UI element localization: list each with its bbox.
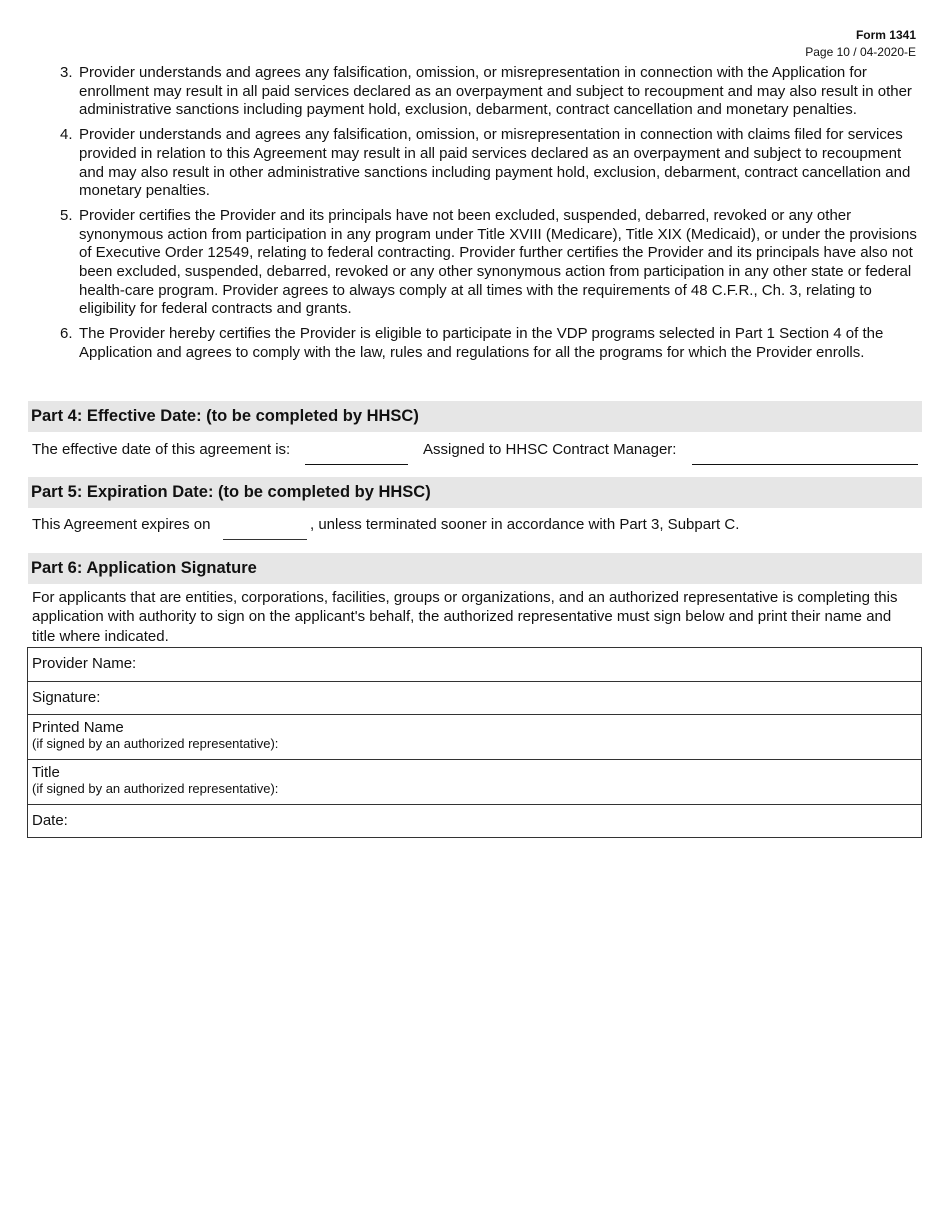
date-label: Date: <box>32 812 68 829</box>
contract-manager-field[interactable] <box>692 464 918 465</box>
clause-5 <box>60 207 922 319</box>
expires-suffix: , unless terminated sooner in accordance with Part 3, Subpart C. <box>310 516 740 533</box>
part4-effective-row <box>32 438 922 468</box>
expires-label: This Agreement expires on <box>32 516 211 533</box>
signature-label: Signature: <box>32 689 101 706</box>
printed-name-label: Printed Name <box>32 719 124 736</box>
part6-heading: Part 6: Application Signature <box>28 553 922 584</box>
part5-expiration-row <box>32 513 922 543</box>
date-field[interactable] <box>28 805 921 837</box>
clause-number: 4. <box>60 126 73 144</box>
clause-number: 6. <box>60 325 73 343</box>
title-label: Title <box>32 764 60 781</box>
signature-field[interactable] <box>28 682 921 715</box>
title-note: (if signed by an authorized representative): <box>32 781 279 796</box>
clause-text: Provider certifies the Provider and its principals have not been excluded, suspended, debarred, revoked or any other synonymous action from participation in any program under Title XVIII (Medicare), Title XIX (Medicaid), or under the provisions of Executive Order 12549, relating to federal contracting. Provider further certifies the Provider and its principals have also not been excluded, suspended, debarred, revoked or any other synonymous action from participation in any other state or federal health-care program. Provider agrees to always comply at all times with the requirements of 48 C.F.R., Ch. 3, relating to eligibility for federal contracts and grants. <box>79 206 917 318</box>
clause-number: 3. <box>60 64 73 81</box>
printed-name-field[interactable] <box>28 715 921 760</box>
signature-table <box>27 647 922 838</box>
page-info: Page 10 / 04-2020-E <box>805 45 916 59</box>
part5-heading: Part 5: Expiration Date: (to be completed by HHSC) <box>28 477 922 508</box>
effective-date-label: The effective date of this agreement is: <box>32 441 291 458</box>
clause-4 <box>60 126 922 201</box>
clause-number: 5. <box>60 206 73 224</box>
provider-name-field[interactable] <box>28 648 921 682</box>
printed-name-note: (if signed by an authorized representative): <box>32 736 279 751</box>
certification-clauses <box>60 64 922 369</box>
effective-date-field[interactable] <box>305 464 408 465</box>
part6-intro: For applicants that are entities, corporations, facilities, groups or organizations, and an authorized representative is completing this application with authority to sign on the applicant's behalf, the authorized representative must sign below and print their name and title where indicated. <box>32 589 898 645</box>
provider-name-label: Provider Name: <box>32 655 137 672</box>
clause-text: Provider understands and agrees any falsification, omission, or misrepresentation in connection with the Application for enrollment may result in all paid services declared as an overpayment and subject to recoupment and may also result in other administrative sanctions including payment hold, exclusion, debarment, contract cancellation and monetary penalties. <box>79 64 912 119</box>
part4-heading: Part 4: Effective Date: (to be completed by HHSC) <box>28 401 922 432</box>
clause-text: Provider understands and agrees any falsification, omission, or misrepresentation in connection with claims filed for services provided in relation to this Agreement may result in all paid services declared as an overpayment and subject to recoupment and may also result in other administrative sanctions including payment hold, exclusion, debarment, contract cancellation and monetary penalties. <box>79 126 911 200</box>
clause-text: The Provider hereby certifies the Provider is eligible to participate in the VDP programs selected in Part 1 Section 4 of the Application and agrees to comply with the law, rules and regulations for all the programs for which the Provider enrolls. <box>79 325 884 361</box>
clause-6 <box>60 325 922 362</box>
form-number: Form 1341 <box>855 28 916 42</box>
form-header <box>805 27 916 61</box>
expiration-date-field[interactable] <box>223 539 307 540</box>
contract-manager-label: Assigned to HHSC Contract Manager: <box>423 441 677 458</box>
clause-3 <box>60 64 922 120</box>
title-field[interactable] <box>28 760 921 805</box>
